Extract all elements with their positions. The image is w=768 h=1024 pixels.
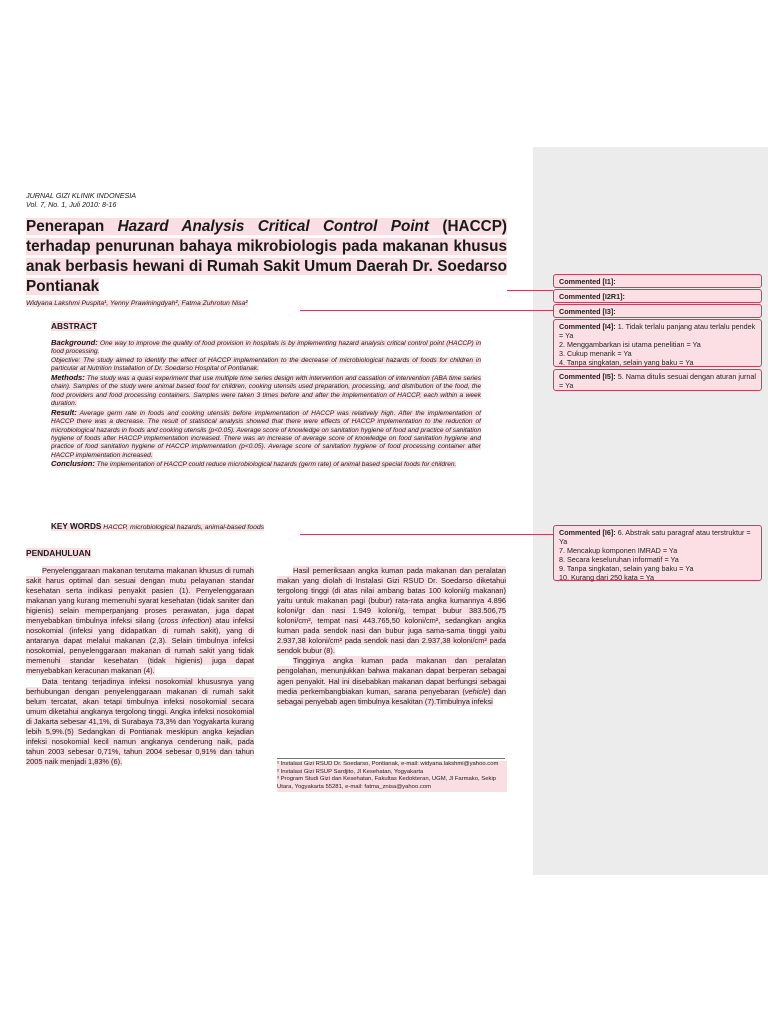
- abstract-body[interactable]: [51, 339, 481, 470]
- background-text: One way to improve the quality of food provision in hospitals is by implementing hazard analysis critical control point (HACCP) in food processing.: [51, 340, 481, 356]
- comment-label: Commented [I4]:: [559, 322, 616, 331]
- comment-text: 6. Abstrak satu paragraf atau terstruktur = Ya 7. Mencakup komponen IMRAD = Ya 8. Secara keseluruhan informatif = Ya 9. Tanpa singkatan, selain yang baku = Ya 10. Kurang dari 250 kata = Ya: [559, 528, 751, 583]
- comment-i1[interactable]: [553, 274, 762, 288]
- comment-connector: [300, 310, 553, 311]
- conclusion-label: Conclusion:: [51, 459, 95, 469]
- author-list[interactable]: Widyana Lakshmi Puspita¹, Yenny Prawiningdyah², Fatma Zuhrotun Nisa²: [26, 300, 248, 307]
- col2-p2-end: ) dan sebagai penyebab agen timbulnya kesakitan (7).Timbulnya infeksi: [277, 686, 506, 706]
- col1-p1-italic: cross infection: [160, 616, 210, 626]
- title-part3: (HACCP) terhadap penurunan bahaya mikrobiologis pada makanan khusus anak berbasis hewani di Rumah Sakit Umum Daerah Dr. Soedarso Pontianak: [26, 218, 507, 295]
- comment-label: Commented [I6]:: [559, 528, 616, 537]
- title-part1: Penerapan: [26, 218, 118, 235]
- paper-title[interactable]: [26, 217, 507, 297]
- footnote-separator: [277, 758, 505, 759]
- footnote-2: ² Instalasi Gizi RSUP Sardjito, Jl Kesehatan, Yogyakarta: [277, 769, 507, 777]
- body-column-left: [26, 566, 254, 767]
- comment-label: Commented [I1]:: [559, 277, 616, 286]
- methods-text: The study was a quasi experiment that use multiple time series design with intervention and cassation of intervention (ABA time series chain). Samples of the study were animal based food for children, cooking utensils used preparation, processing, and distribution of the food, the food providers and food processing containers. Samples were taken 3 times before and after the implementation of HACCP, each within a week duration.: [51, 374, 481, 408]
- objective-text: Objective: The study aimed to identify the effect of HACCP implementation to the decrease of microbiological hazards of foods for children in particular at Nutrition Installation of Dr. Soedarso Hospital of Pontianak.: [51, 356, 481, 373]
- comment-text: 1. Tidak terlalu panjang atau terlalu pendek = Ya 2. Menggambarkan isi utama penelitian = Ya 3. Cukup menarik = Ya 4. Tanpa singkatan, selain yang baku = Ya: [559, 322, 756, 368]
- background-label: Background:: [51, 338, 98, 347]
- comment-label: Commented [I2R1]:: [559, 292, 625, 301]
- keywords-label: KEY WORDS: [51, 522, 102, 531]
- comment-i5[interactable]: [553, 369, 762, 391]
- title-part2: Hazard Analysis Critical Control Point: [117, 218, 430, 235]
- col1-p2: Data tentang terjadinya infeksi nosokomial khususnya yang berhubungan dengan penyelenggaraan makanan di rumah sakit belum tercatat, akan tetapi timbulnya infeksi nosokomial secara umum diketahui angkanya tergolong tinggi. Angka infeksi nosokomial di Jakarta sebesar 41,1%, di Surabaya 73,3% dan Yogyakarta kurang lebih 5,9%.(5) Sedangkan di Pontianak meskipun angka kejadian infeksi nosokomial kecil namun angkanya cenderung naik, pada tahun 2003 sebesar 0,71%, tahun 2004 sebesar 0,91% dan tahun 2005 naik menjadi 1,83% (6).: [26, 676, 254, 766]
- result-label: Result:: [51, 407, 77, 417]
- comments-pane: [533, 147, 768, 875]
- keywords-text: HACCP, microbiological hazards, animal-based foods: [101, 524, 265, 531]
- keywords[interactable]: [51, 522, 264, 531]
- footnotes: [277, 761, 507, 792]
- comment-label: Commented [I3]:: [559, 307, 616, 316]
- col2-p2-italic: vehicle: [464, 686, 488, 696]
- journal-volume: Vol. 7, No. 1, Juli 2010: 8-16: [26, 200, 117, 209]
- col1-p1-end: ) atau infeksi nosokomial (infeksi yang didapatkan di rumah sakit), yang di antaranya dapat melalui makanan (2,3). Selain timbulnya infeksi nosokomial, penyelenggaraan makanan di rumah sakit yang tidak memenuhi standar kesehatan (tidak higienis) juga dapat menyebabkan keracunan makanan (4).: [26, 616, 254, 676]
- comment-connector: [507, 290, 553, 291]
- comment-i3[interactable]: [553, 304, 762, 318]
- result-text: Average germ rate in foods and cooking utensils before implementation of HACCP was relatively high. After the implementation of HACCP there was a decrease. The result of statistical analysis showed that there were effects of HACCP implementation to the reduction of microbiological hazards in foods and cooking utensils (p<0.05). Average score of knowledge on sanitation hygiene of food and practice of sanitation hygiene of foods after HACCP implementation increased. There was an increase of average score of knowledge on food sanitation hygiene and practice of food sanitation hygiene of HACCP implementation (p<0.05). Average score of sanitation hygiene of food processing container after HACCP implementation increased.: [51, 409, 481, 459]
- methods-label: Methods:: [51, 372, 85, 382]
- comment-i4[interactable]: [553, 319, 762, 367]
- abstract-heading: ABSTRACT: [51, 321, 98, 331]
- conclusion-text: The implementation of HACCP could reduce microbiological hazards (germ rate) of animal based special foods for children.: [94, 461, 457, 469]
- comment-text: 5. Nama ditulis sesuai dengan aturan jurnal = Ya: [559, 372, 756, 391]
- comment-i2r1[interactable]: [553, 289, 762, 303]
- footnote-1: ¹ Instalasi Gizi RSUD Dr. Soedarso, Pontianak, e-mail: widyana.lakshmi@yahoo.com: [277, 761, 507, 769]
- comment-label: Commented [I5]:: [559, 372, 616, 381]
- col2-p1: Hasil pemeriksaan angka kuman pada makanan dan peralatan makan yang diolah di Instalasi Gizi RSUD Dr. Soedarso diketahui tergolong tinggi (di atas nilai ambang batas 100 koloni/g makanan) yaitu untuk makanan pagi (bubur) rata-rata angka kumannya 4.896 koloni/gr dan nasi 1.949 koloni/g, tempat bubur 383.506,75 koloni/cm², tempat nasi 443.765,50 koloni/cm², sedangkan angka kuman pada sendok nasi dan bubur juga sama-sama tinggi yaitu 2.937,38 koloni/cm² pada sendok nasi dan 2.937,38 koloni/cm² pada sendok bubur (8).: [277, 566, 506, 656]
- journal-name: JURNAL GIZI KLINIK INDONESIA: [26, 191, 137, 200]
- body-column-right: [277, 566, 506, 707]
- footnote-3: ³ Program Studi Gizi dan Kesehatan, Fakultas Kedokteran, UGM, Jl Farmako, Sekip Utara, Yogyakarta 55281, e-mail: fatma_znisa@yahoo.com: [277, 776, 507, 791]
- pendahuluan-heading: PENDAHULUAN: [26, 548, 91, 558]
- comment-i6[interactable]: [553, 525, 762, 581]
- comment-connector: [300, 534, 553, 535]
- journal-header: [26, 191, 136, 209]
- col2-p2: Tingginya angka kuman pada makanan dan peralatan pengolahan, menunjukkan bahwa makanan dapat berperan sebagai agen penyakit. Hal ini disebabkan makanan dapat berfungsi sebagai media perkembangbiakan kuman, sarana penyebaran (: [277, 656, 506, 696]
- col1-p1: Penyelenggaraan makanan terutama makanan khusus di rumah sakit harus optimal dan sesuai dengan mutu pelayanan standar kesehatan serta indikasi penyakit pasien (1). Penyelenggaraan makanan yang kurang memenuhi syarat kesehatan (tidak saniter dan higienis) selain memperpanjang proses perawatan, juga dapat menyebabkan timbulnya infeksi silang (: [26, 566, 254, 626]
